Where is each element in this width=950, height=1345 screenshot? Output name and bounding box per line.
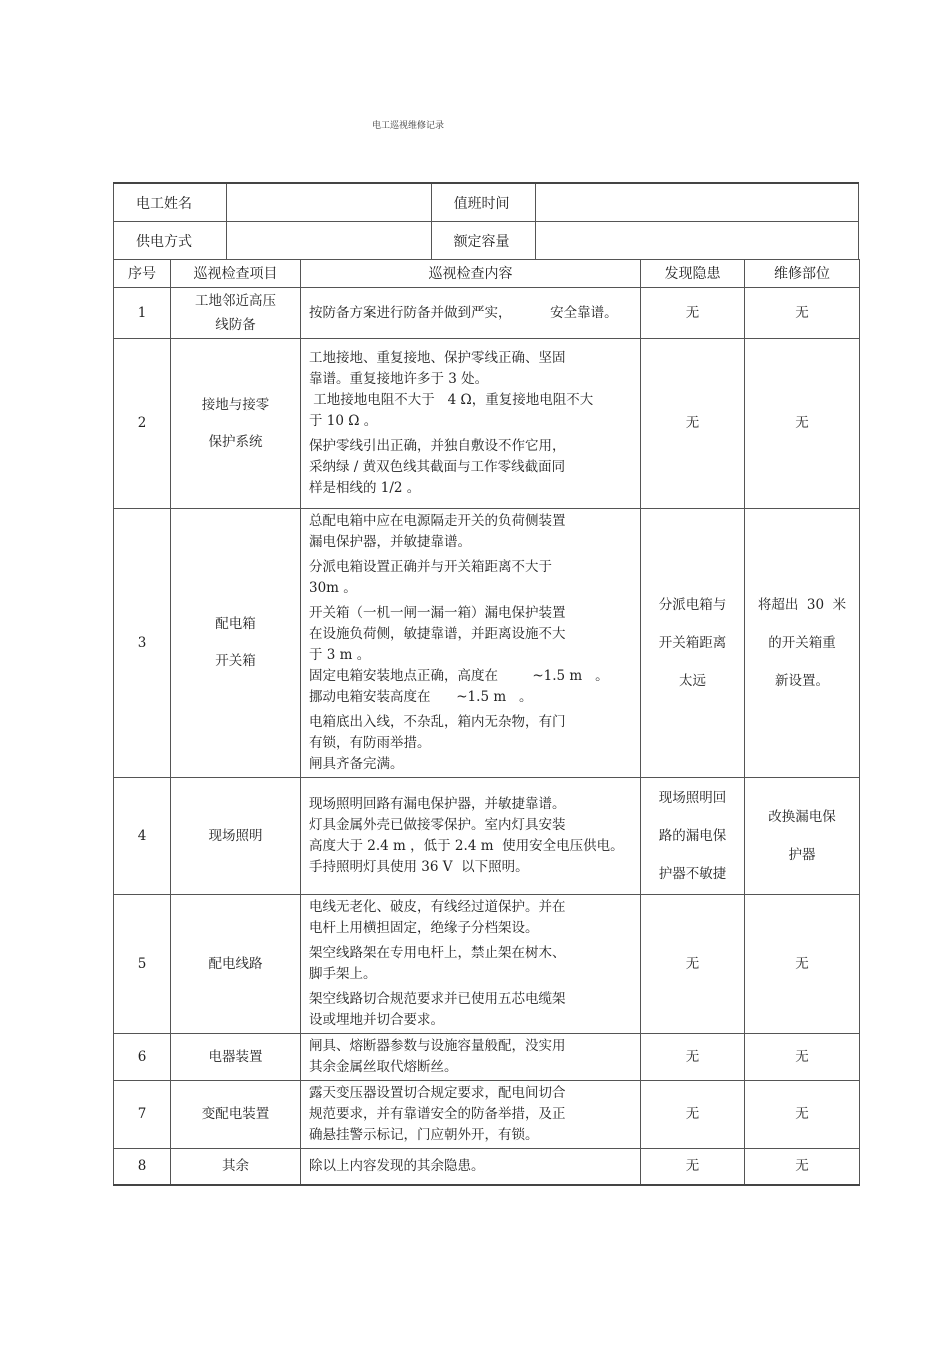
row-number: 5: [114, 895, 171, 1034]
content-line: 30m 。: [309, 580, 357, 596]
row-content: [301, 1034, 641, 1081]
content-line: 于 10 Ω 。: [309, 413, 378, 429]
row-issue: [641, 778, 745, 895]
row-item: 配电线路: [171, 895, 301, 1034]
row-item: [171, 339, 301, 509]
issue-line: 现场照明回: [658, 790, 727, 806]
issue-line: 护器不敏捷: [658, 866, 727, 882]
power-supply-label: 供电方式: [114, 222, 227, 260]
header-form: [113, 182, 859, 260]
row-fix: 无: [745, 339, 860, 509]
item-line: 工地邻近高压: [195, 293, 276, 309]
content-line: 采纳绿 / 黄双色线其截面与工作零线截面同: [309, 459, 566, 475]
content-line: 脚手架上。: [309, 966, 377, 982]
table-row: [114, 1149, 860, 1185]
content-line: 分派电箱设置正确并与开关箱距离不大于: [309, 559, 552, 575]
item-line: 接地与接零: [201, 396, 270, 413]
content-line: 保护零线引出正确，并独自敷设不作它用，: [309, 438, 566, 454]
row-issue: 无: [641, 895, 745, 1034]
item-line: 线防备: [215, 317, 256, 333]
row-issue: 无: [641, 1034, 745, 1081]
row-item: 现场照明: [171, 778, 301, 895]
content-line: 其余金属丝取代熔断丝。: [309, 1059, 458, 1075]
header-issue: 发现隐患: [641, 260, 745, 288]
content-line: 电箱底出入线，不杂乱，箱内无杂物，有门: [309, 714, 566, 730]
content-line: 电杆上用横担固定，绝缘子分档架设。: [309, 920, 539, 936]
fix-line: 改换漏电保: [768, 809, 836, 825]
header-num: 序号: [114, 260, 171, 288]
content-line: 固定电箱安装地点正确，高度在 ~1.5 m 。: [309, 668, 609, 684]
issue-line: 太远: [679, 673, 706, 689]
fix-line: 的开关箱重: [768, 635, 836, 651]
row-item: 电器装置: [171, 1034, 301, 1081]
content-line: 露天变压器设置切合规定要求，配电间切合: [309, 1085, 566, 1101]
fix-line: 护器: [788, 847, 816, 863]
issue-line: 开关箱距离: [658, 635, 727, 651]
row-fix: 无: [745, 895, 860, 1034]
item-line: 配电箱: [215, 616, 256, 632]
row-item: [171, 288, 301, 339]
content-line: 开关箱（一机一闸一漏一箱）漏电保护装置: [309, 605, 566, 621]
document-title: 电工巡视维修记录: [372, 121, 445, 131]
row-content: [301, 1081, 641, 1149]
content-line: 按防备方案进行防备并做到严实， 安全靠谱。: [309, 304, 618, 321]
row-number: 7: [114, 1081, 171, 1149]
content-line: 闸具齐备完满。: [309, 756, 404, 772]
row-content: [301, 895, 641, 1034]
row-item: 变配电装置: [171, 1081, 301, 1149]
content-line: 在设施负荷侧，敏捷靠谱，并距离设施不大: [309, 626, 566, 642]
row-fix: 无: [745, 288, 860, 339]
table-row: [114, 778, 860, 895]
inspection-table: [113, 259, 860, 1186]
content-line: 灯具金属外壳已做接零保护。室内灯具安装: [309, 817, 566, 833]
content-line: 现场照明回路有漏电保护器，并敏捷靠谱。: [309, 796, 566, 812]
fix-line: 新设置。: [775, 673, 829, 689]
content-line: 闸具、熔断器参数与设施容量般配，没实用: [309, 1038, 566, 1054]
row-fix: [745, 509, 860, 778]
header-content: 巡视检查内容: [301, 260, 641, 288]
table-row: [114, 1081, 860, 1149]
content-line: 确悬挂警示标记，门应朝外开，有锁。: [309, 1127, 539, 1143]
issue-line: 路的漏电保: [658, 828, 727, 844]
electrician-name-field[interactable]: [226, 183, 431, 222]
row-fix: [745, 778, 860, 895]
row-content: [301, 509, 641, 778]
row-number: 4: [114, 778, 171, 895]
table-row: [114, 509, 860, 778]
header-item: 巡视检查项目: [171, 260, 301, 288]
electrician-name-label: 电工姓名: [114, 183, 227, 222]
content-line: 漏电保护器，并敏捷靠谱。: [309, 534, 471, 550]
content-line: 设或埋地并切合要求。: [309, 1012, 444, 1028]
content-line: 除以上内容发现的其余隐患。: [309, 1157, 485, 1174]
issue-line: 分派电箱与: [658, 597, 727, 613]
table-header-row: [114, 260, 860, 288]
content-line: 挪动电箱安装高度在 ~1.5 m 。: [309, 689, 533, 705]
form-row-1: [114, 183, 859, 222]
content-line: 规范要求，并有靠谱安全的防备举措，及正: [309, 1106, 566, 1122]
row-content: [301, 778, 641, 895]
row-number: 2: [114, 339, 171, 509]
row-issue: [641, 509, 745, 778]
content-line: 工地接地、重复接地、保护零线正确、坚固: [309, 350, 566, 366]
rated-capacity-field[interactable]: [536, 222, 859, 260]
item-line: 开关箱: [215, 653, 256, 669]
row-fix: 无: [745, 1034, 860, 1081]
content-line: 高度大于 2.4 m ，低于 2.4 m 使用安全电压供电。: [309, 838, 624, 854]
row-item: [171, 509, 301, 778]
form-row-2: [114, 222, 859, 260]
row-issue: 无: [641, 1149, 745, 1185]
row-content: [301, 339, 641, 509]
duty-time-field[interactable]: [536, 183, 859, 222]
content-line: 样是相线的 1/2 。: [309, 480, 421, 496]
content-line: 靠谱。重复接地许多于 3 处。: [309, 371, 489, 387]
row-item: 其余: [171, 1149, 301, 1185]
row-number: 1: [114, 288, 171, 339]
row-content: [301, 288, 641, 339]
content-line: 电线无老化、破皮，有线经过道保护。并在: [309, 899, 566, 915]
table-row: [114, 339, 860, 509]
row-fix: 无: [745, 1081, 860, 1149]
row-content: [301, 1149, 641, 1185]
row-number: 3: [114, 509, 171, 778]
table-row: [114, 1034, 860, 1081]
content-line: 有锁，有防雨举措。: [309, 735, 431, 751]
content-line: 总配电箱中应在电源隔走开关的负荷侧装置: [309, 513, 566, 529]
content-line: 架空线路切合规范要求并已使用五芯电缆架: [309, 991, 566, 1007]
content-line: 手持照明灯具使用 36 V 以下照明。: [309, 859, 529, 875]
row-number: 6: [114, 1034, 171, 1081]
row-issue: 无: [641, 339, 745, 509]
duty-time-label: 值班时间: [431, 183, 536, 222]
fix-line: 将超出 30 米: [757, 597, 847, 613]
row-issue: 无: [641, 1081, 745, 1149]
content-line: 架空线路架在专用电杆上，禁止架在树木、: [309, 945, 566, 961]
item-line: 保护系统: [208, 433, 263, 450]
content-line: 于 3 m 。: [309, 647, 371, 663]
row-issue: 无: [641, 288, 745, 339]
power-supply-field[interactable]: [226, 222, 431, 260]
content-line: 工地接地电阻不大于 4 Ω，重复接地电阻不大: [309, 392, 594, 408]
row-fix: 无: [745, 1149, 860, 1185]
row-number: 8: [114, 1149, 171, 1185]
table-row: [114, 288, 860, 339]
rated-capacity-label: 额定容量: [431, 222, 536, 260]
table-row: [114, 895, 860, 1034]
header-fix: 维修部位: [745, 260, 860, 288]
